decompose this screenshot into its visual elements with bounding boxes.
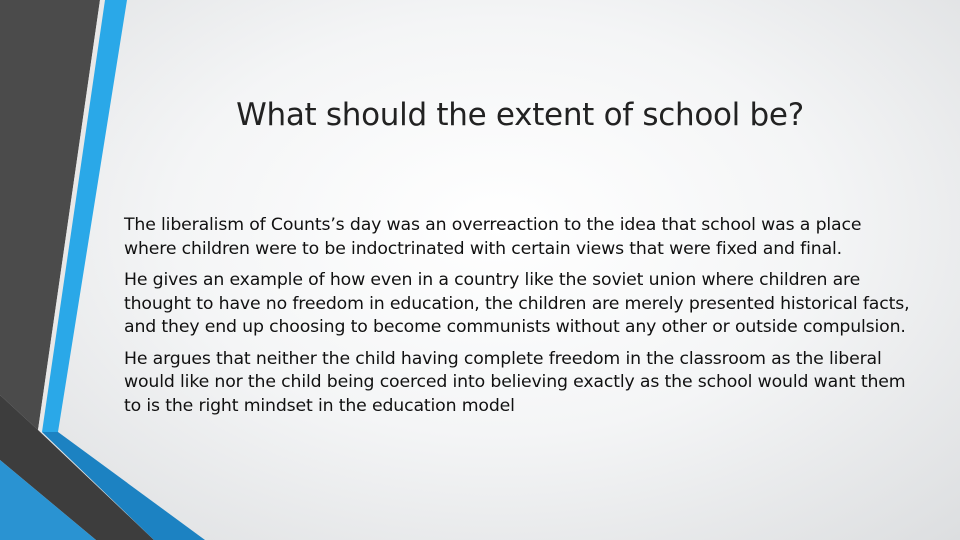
paragraph-2: He gives an example of how even in a country like the soviet union where children are thought to have no freedom in education, the children are merely presented historical facts, and they end up choosing to become communists without any other or outside compulsion. — [124, 270, 910, 337]
slide-title: What should the extent of school be? — [236, 97, 804, 133]
paragraph-3: He argues that neither the child having complete freedom in the classroom as the liberal would like nor the child being coerced into believing exactly as the school would want them to is the right mindset in the education model — [124, 348, 906, 416]
paragraph-1: The liberalism of Counts’s day was an overreaction to the idea that school was a place where children were to be indoctrinated with certain views that were fixed and final. — [124, 215, 862, 259]
slide-body — [124, 214, 914, 426]
